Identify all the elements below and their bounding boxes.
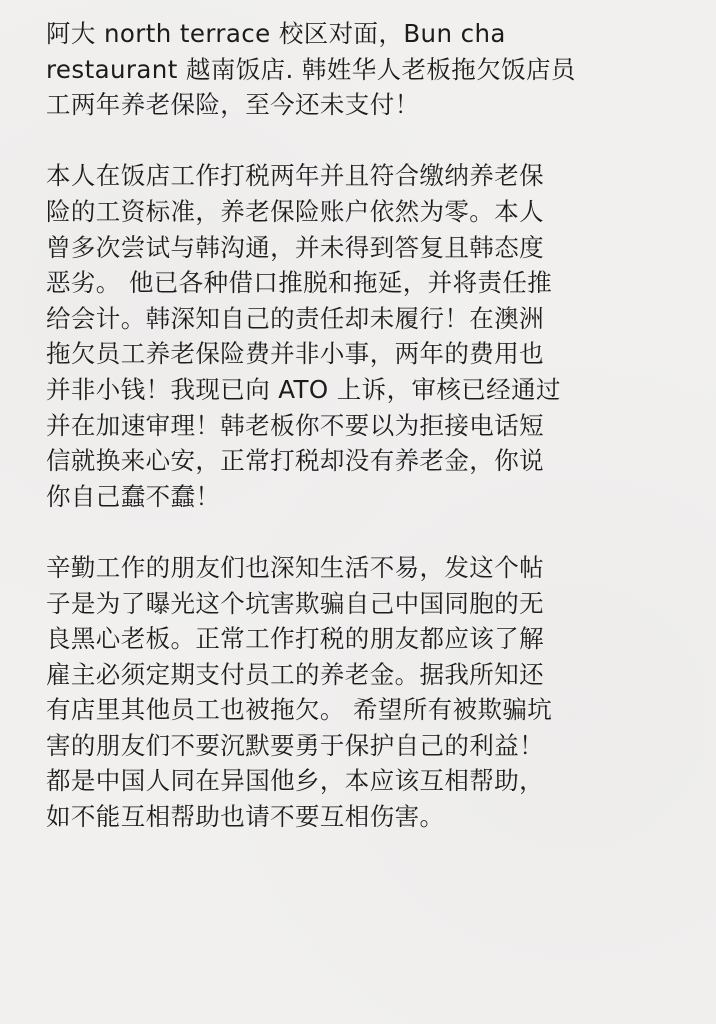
paragraph-spacer: [46, 123, 698, 159]
text-line: 辛勤工作的朋友们也深知生活不易，发这个帖: [46, 552, 544, 582]
text-line: 良黑心老板。正常工作打税的朋友都应该了解: [46, 624, 544, 654]
paragraph-spacer: [46, 514, 698, 550]
text-line: 恶劣。 他已各种借口推脱和拖延，并将责任推: [46, 268, 553, 298]
text-line: 阿大 north terrace 校区对面，Bun cha: [46, 19, 506, 48]
text-line: 本人在饭店工作打税两年并且符合缴纳养老保: [46, 161, 544, 191]
text-line: 拖欠员工养老保险费并非小事，两年的费用也: [46, 339, 544, 369]
text-line: 子是为了曝光这个坑害欺骗自己中国同胞的无: [46, 588, 544, 618]
text-line: 有店里其他员工也被拖欠。 希望所有被欺骗坑: [46, 695, 553, 725]
text-line: 你自己蠢不蠢！: [46, 481, 221, 511]
text-line: 如不能互相帮助也请不要互相伤害。: [46, 802, 445, 832]
text-line: 并非小钱！我现已向 ATO 上诉，审核已经通过: [46, 374, 561, 404]
text-line: 工两年养老保险，至今还未支付！: [46, 90, 420, 120]
paragraph-1: [46, 16, 698, 123]
paragraph-3: [46, 550, 698, 835]
text-line: 害的朋友们不要沉默要勇于保护自己的利益！: [46, 730, 544, 760]
text-line: 险的工资标准，养老保险账户依然为零。本人: [46, 196, 544, 226]
paragraph-2: [46, 158, 698, 514]
text-line: 雇主必须定期支付员工的养老金。据我所知还: [46, 659, 544, 689]
text-line: 给会计。韩深知自己的责任却未履行！在澳洲: [46, 303, 544, 333]
text-line: 都是中国人同在异国他乡，本应该互相帮助，: [46, 766, 544, 796]
text-line: restaurant 越南饭店. 韩姓华人老板拖欠饭店员: [46, 54, 576, 84]
text-line: 曾多次尝试与韩沟通，并未得到答复且韩态度: [46, 232, 544, 262]
text-line: 信就换来心安，正常打税却没有养老金，你说: [46, 446, 544, 476]
text-line: 并在加速审理！韩老板你不要以为拒接电话短: [46, 410, 544, 440]
